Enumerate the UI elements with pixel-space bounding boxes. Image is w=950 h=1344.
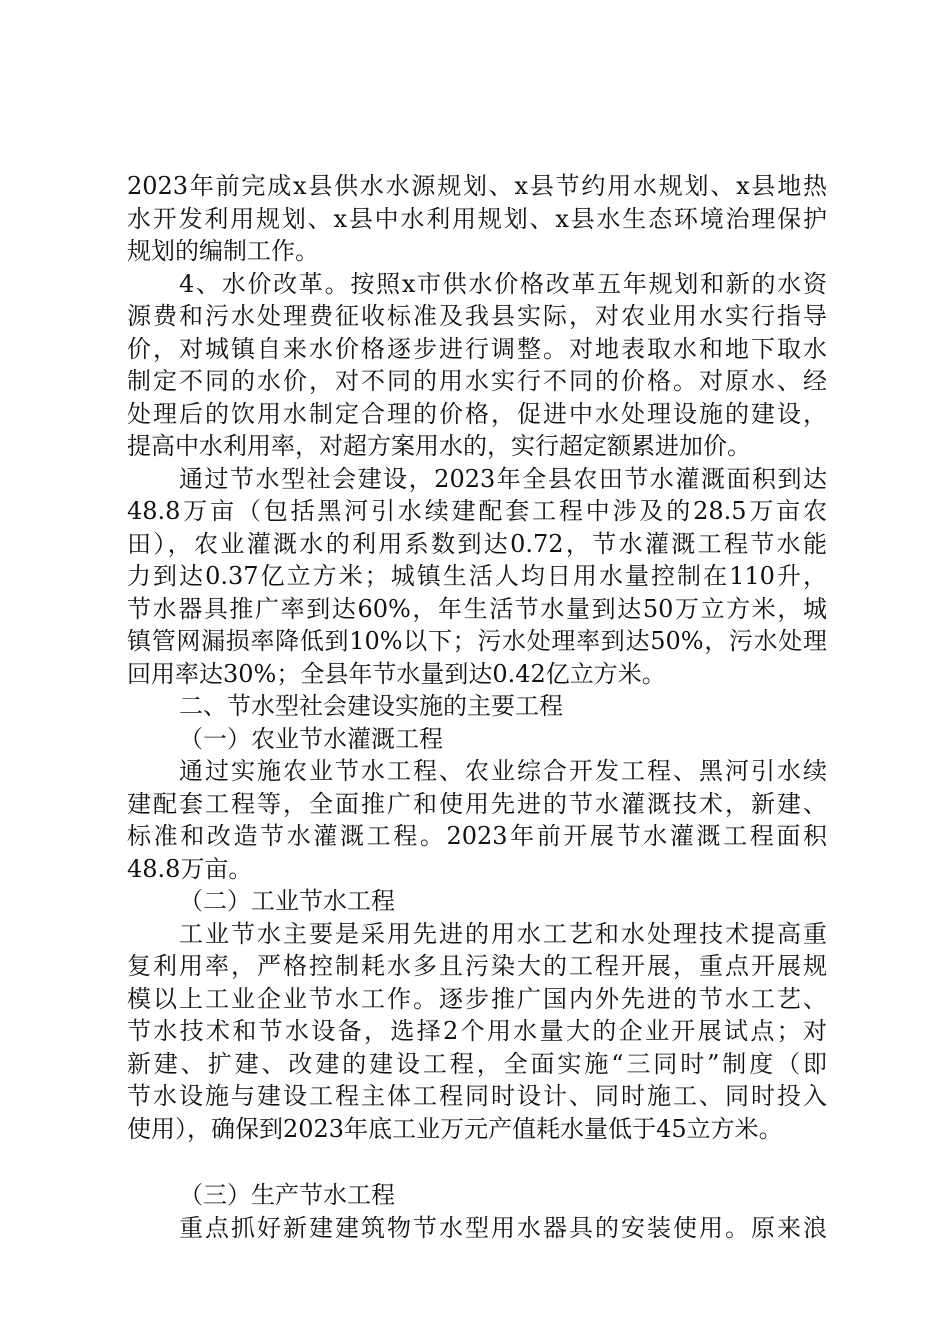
paragraph-line: 镇管网漏损率降低到10%以下；污水处理率到达50%，污水处理: [127, 627, 827, 655]
paragraph-line: 模以上工业企业节水工作。逐步推广国内外先进的节水工艺、: [127, 984, 827, 1013]
section-title-production: （三）生产节水工程: [179, 1181, 395, 1209]
paragraph-line: 48.8万亩。: [127, 854, 253, 883]
paragraph-line: 价，对城镇自来水价格逐步进行调整。对地表取水和地下取水: [127, 334, 827, 363]
paragraph-line: 复利用率，严格控制耗水多且污染大的工程开展，重点开展规: [127, 952, 827, 980]
paragraph-line: 4、水价改革。按照x市供水价格改革五年规划和新的水资: [179, 269, 827, 298]
paragraph-line: 田），农业灌溉水的利用系数到达0.72，节水灌溉工程节水能: [127, 529, 827, 558]
paragraph-line: 通过节水型社会建设，2023年全县农田节水灌溉面积到达: [179, 464, 827, 493]
paragraph-line: 建配套工程等，全面推广和使用先进的节水灌溉技术，新建、: [127, 789, 827, 818]
paragraph-line: 力到达0.37亿立方米；城镇生活人均日用水量控制在110升，: [127, 562, 827, 590]
paragraph-line: 规划的编制工作。: [127, 237, 319, 265]
paragraph-line: 提高中水利用率，对超方案用水的，实行超定额累进加价。: [127, 432, 751, 460]
paragraph-line: 节水设施与建设工程主体工程同时设计、同时施工、同时投入: [127, 1082, 827, 1110]
paragraph-line: 节水技术和节水设备，选择2个用水量大的企业开展试点；对: [127, 1017, 827, 1045]
paragraph-line: 回用率达30%；全县年节水量到达0.42亿立方米。: [127, 659, 666, 688]
document-body: [127, 170, 827, 1244]
paragraph-line: 使用），确保到2023年底工业万元产值耗水量低于45立方米。: [127, 1114, 783, 1143]
paragraph-line: 2023年前完成x县供水水源规划、x县节约用水规划、x县地热: [127, 172, 827, 200]
paragraph-line: 源费和污水处理费征收标准及我县实际，对农业用水实行指导: [127, 302, 827, 330]
paragraph-line: 新建、扩建、改建的建设工程，全面实施“三同时”制度（即: [127, 1049, 827, 1078]
paragraph-line: 制定不同的水价，对不同的用水实行不同的价格。对原水、经: [127, 367, 827, 395]
blank-spacer: [127, 1145, 827, 1179]
section-heading-main: 二、节水型社会建设实施的主要工程: [179, 692, 563, 720]
paragraph-line: 48.8万亩（包括黑河引水续建配套工程中涉及的28.5万亩农: [127, 497, 827, 525]
paragraph-line: 节水器具推广率到达60%，年生活节水量到达50万立方米，城: [127, 594, 827, 623]
section-title-agriculture: （一）农业节水灌溉工程: [179, 724, 443, 753]
paragraph-line: 标准和改造节水灌溉工程。2023年前开展节水灌溉工程面积: [127, 822, 827, 850]
paragraph-line: 水开发利用规划、x县中水利用规划、x县水生态环境治理保护: [127, 204, 827, 233]
section-title-industry: （二）工业节水工程: [179, 887, 395, 915]
paragraph-line: 工业节水主要是采用先进的用水工艺和水处理技术提高重: [179, 919, 827, 948]
paragraph-line: 通过实施农业节水工程、农业综合开发工程、黑河引水续: [179, 757, 827, 785]
paragraph-line: 处理后的饮用水制定合理的价格，促进中水处理设施的建设，: [127, 399, 827, 428]
paragraph-line: 重点抓好新建建筑物节水型用水器具的安装使用。原来浪: [179, 1213, 827, 1242]
